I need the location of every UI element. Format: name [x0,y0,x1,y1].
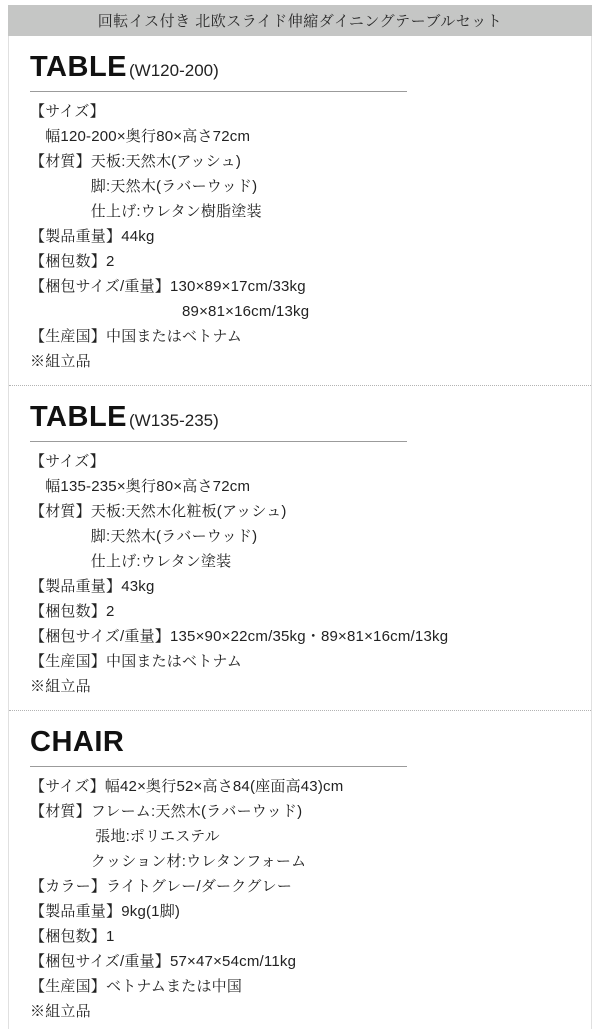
spec-line: 【材質】天板:天然木(アッシュ) [30,153,242,170]
spec-line: クッション材:ウレタンフォーム [30,853,307,870]
spec-line: 【材質】天板:天然木化粧板(アッシュ) [30,503,287,520]
section-table-w135 [30,403,570,699]
spec-heading [30,53,407,92]
dotted-divider [9,385,591,386]
spec-lines [30,449,570,699]
spec-line: 仕上げ:ウレタン塗装 [30,553,232,570]
page-title-bar [8,5,592,36]
heading-main: CHAIR [30,726,125,758]
spec-line: 【梱包サイズ/重量】135×90×22cm/35kg・89×81×16cm/13kg [30,628,449,645]
spec-line: 【サイズ】 [30,453,105,470]
spec-line: 【梱包数】2 [30,253,115,270]
spec-heading [30,403,407,442]
section-table-w120 [30,53,570,374]
spec-line: 【製品重量】43kg [30,578,155,595]
spec-line: 【サイズ】幅42×奥行52×高さ84(座面高43)cm [30,778,344,795]
spec-lines [30,774,570,1024]
spec-line: ※組立品 [30,1003,91,1020]
spec-line: 【生産国】ベトナムまたは中国 [30,978,243,995]
spec-line: 89×81×16cm/13kg [30,303,310,320]
spec-line: 【生産国】中国またはベトナム [30,653,243,670]
spec-line: 脚:天然木(ラバーウッド) [30,178,258,195]
spec-line: 【材質】フレーム:天然木(ラバーウッド) [30,803,303,820]
spec-lines [30,99,570,374]
spec-line: ※組立品 [30,678,91,695]
spec-line: 張地:ポリエステル [30,828,220,845]
spec-line: ※組立品 [30,353,91,370]
spec-line: 幅120-200×奥行80×高さ72cm [30,128,251,145]
spec-sheet-page [0,5,600,1034]
spec-line: 【製品重量】44kg [30,228,155,245]
spec-line: 【サイズ】 [30,103,105,120]
heading-main: TABLE [30,401,128,433]
spec-line: 【梱包数】2 [30,603,115,620]
page-title: 回転イス付き 北欧スライド伸縮ダイニングテーブルセット [97,13,503,30]
spec-line: 【梱包数】1 [30,928,115,945]
spec-line: 脚:天然木(ラバーウッド) [30,528,258,545]
dotted-divider [9,710,591,711]
spec-line: 【製品重量】9kg(1脚) [30,903,181,920]
spec-line: 仕上げ:ウレタン樹脂塗装 [30,203,262,220]
heading-main: TABLE [30,51,128,83]
spec-line: 【梱包サイズ/重量】130×89×17cm/33kg [30,278,306,295]
spec-content [8,36,592,1029]
section-chair [30,728,570,1024]
heading-sub: (W135-235) [129,411,219,430]
spec-line: 【生産国】中国またはベトナム [30,328,243,345]
spec-line: 【梱包サイズ/重量】57×47×54cm/11kg [30,953,297,970]
spec-heading [30,728,407,767]
heading-sub: (W120-200) [129,61,219,80]
spec-line: 幅135-235×奥行80×高さ72cm [30,478,251,495]
spec-line: 【カラー】ライトグレー/ダークグレー [30,878,293,895]
